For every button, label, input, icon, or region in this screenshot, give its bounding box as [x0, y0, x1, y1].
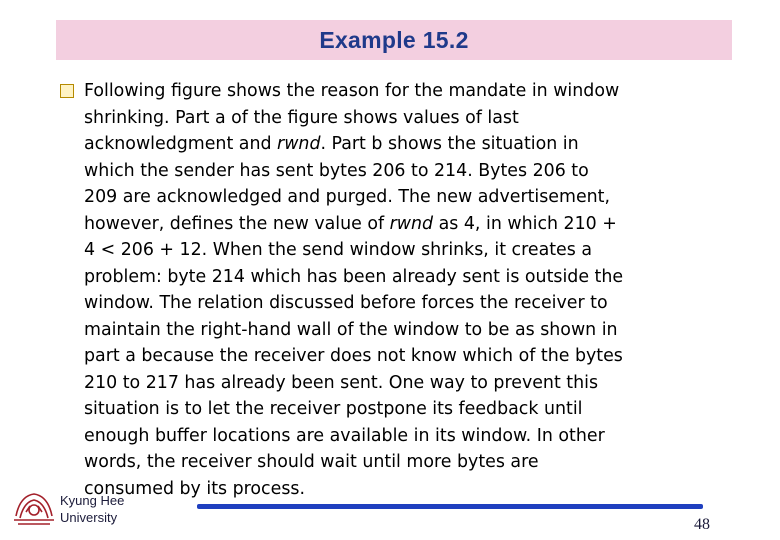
university-seal-icon: [10, 488, 58, 528]
footer-divider: [197, 504, 703, 509]
university-name-line2: University: [60, 510, 118, 525]
bullet-text-line: shrinking. Part a of the figure shows values of last: [84, 107, 519, 128]
bullet-text-line: which the sender has sent bytes 206 to 214. Bytes 206 to: [84, 160, 589, 181]
bullet-text-line: however, defines the new value of rwnd as 4, in which 210 +: [84, 213, 617, 234]
bullet-text-line: problem: byte 214 which has been already sent is outside the: [84, 266, 624, 287]
bullet-text-line: window. The relation discussed before forces the receiver to: [84, 293, 608, 313]
checkbox-bullet-icon: [60, 84, 74, 98]
bullet-text-line: Following figure shows the reason for the mandate in window: [84, 81, 620, 101]
bullet-text-line: part a because the receiver does not know which of the bytes: [84, 346, 623, 366]
university-name-line1: Kyung Hee: [60, 493, 125, 508]
slide-title: Example 15.2: [319, 26, 469, 53]
university-name: [60, 492, 124, 526]
title-bar: [56, 20, 732, 60]
bullet-text-line: words, the receiver should wait until more bytes are: [84, 452, 539, 472]
page-number: 48: [694, 516, 710, 533]
bullet-text-line: enough buffer locations are available in its window. In other: [84, 425, 605, 446]
bullet-text: [84, 78, 736, 502]
bullet-item: [60, 78, 736, 502]
bullet-text-line: 209 are acknowledged and purged. The new advertisement,: [84, 187, 611, 207]
bullet-text-line: acknowledgment and rwnd. Part b shows the situation in: [84, 134, 579, 154]
bullet-text-line: 4 < 206 + 12. When the send window shrinks, it creates a: [84, 240, 592, 260]
bullet-text-line: situation is to let the receiver postpone its feedback until: [84, 399, 583, 419]
slide-content: [60, 78, 736, 502]
bullet-text-line: 210 to 217 has already been sent. One way to prevent this: [84, 372, 599, 393]
bullet-text-line: maintain the right-hand wall of the window to be as shown in: [84, 319, 618, 340]
bullet-text-line: consumed by its process.: [84, 478, 305, 499]
